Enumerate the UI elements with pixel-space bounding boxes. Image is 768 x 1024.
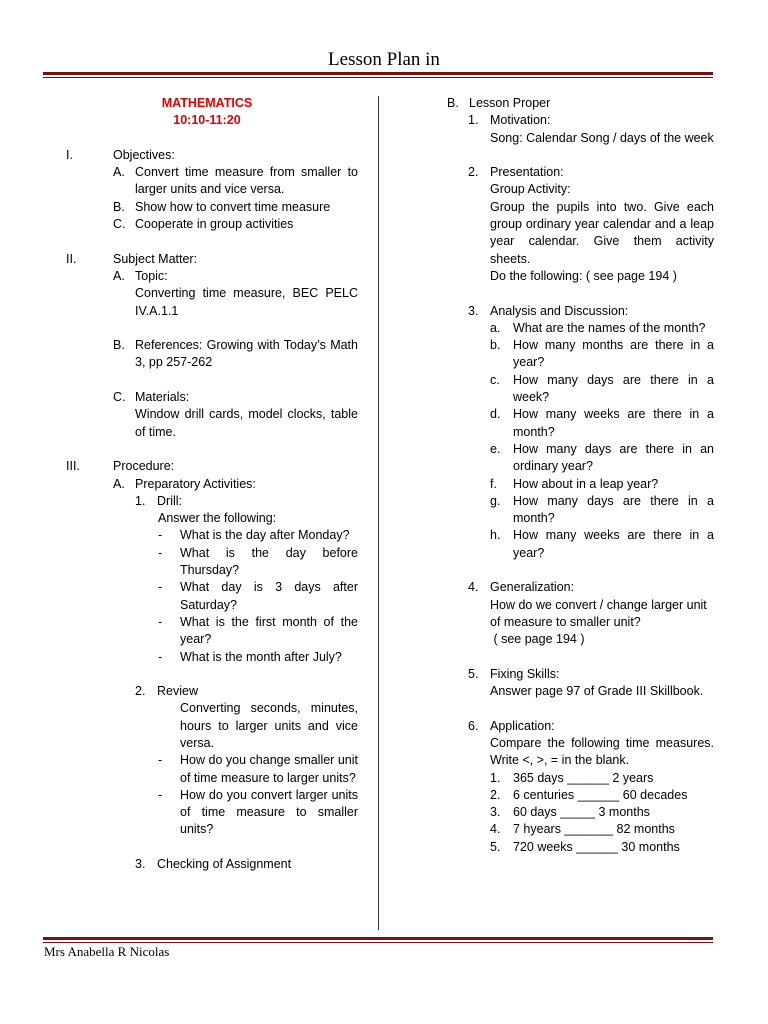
list-item: 6. Application: [468,718,555,733]
list-item: 4. 7 hyears _______ 82 months [490,822,675,837]
section-lesson-proper: B. Lesson Proper [447,96,551,110]
list-item: 5. Fixing Skills: [468,666,560,681]
list-item: - How do you convert larger units of time measure to smaller units? [158,787,358,837]
presentation-sub: Group Activity: [490,182,571,197]
list-item: C. Materials: [113,390,190,405]
section-title: Procedure: [113,459,175,474]
page-title: Lesson Plan in [328,49,440,70]
list-item: 4. Generalization: [468,580,575,595]
list-item: 3. 60 days _____ 3 months [490,805,650,820]
list-item: 2. Presentation: [468,165,564,180]
list-item: 5. 720 weeks ______ 30 months [490,839,680,854]
footer-rule [43,937,713,943]
list-item: - What is the month after July? [158,649,342,664]
list-item: 1. 365 days ______ 2 years [490,770,654,785]
section-title: Subject Matter: [113,251,198,266]
right-column [447,95,714,856]
list-item: - What is the day before Thursday? [158,545,358,578]
list-item: 2. 6 centuries ______ 60 decades [490,787,688,802]
drill-intro: Answer the following: [158,511,277,526]
list-item: b. How many months are there in a year? [490,338,714,370]
materials-text: Window drill cards, model clocks, table of time. [135,407,358,439]
list-item: - What day is 3 days after Saturday? [158,580,358,612]
list-item: c. How many days are there in a week? [490,372,714,405]
subject-name: MATHEMATICS [161,96,253,110]
list-item: - What is the first month of the year? [158,614,358,647]
list-item: A. Convert time measure from smaller to larger units and vice versa. [113,165,358,197]
list-item: A. Preparatory Activities: [113,476,256,491]
section-subject-matter: II. Subject Matter: [66,251,358,268]
author-name: Mrs Anabella R Nicolas [44,944,170,959]
presentation-text: Group the pupils into two. Give each group ordinary year calendar and a leap year calendar. Give them activity sheets. [490,199,714,266]
list-item: 3. Checking of Assignment [135,857,292,872]
list-item: B. Show how to convert time measure [113,199,331,214]
list-item: C. Cooperate in group activities [113,217,294,232]
list-item: h. How many weeks are there in a year? [490,528,714,560]
generalization-text: How do we convert / change larger unit of measure to smaller unit? [490,597,707,629]
fixing-skills-text: Answer page 97 of Grade III Skillbook. [490,684,704,699]
presentation-do: Do the following: ( see page 194 ) [490,268,677,283]
topic-text: Converting time measure, BEC PELC IV.A.1.1 [135,286,358,318]
column-divider [378,96,379,930]
list-item: 1. Motivation: [468,113,551,128]
list-item: A. Topic: [113,268,168,283]
list-item: f. How about in a leap year? [490,476,659,491]
motivation-text: Song: Calendar Song / days of the week [490,130,714,145]
generalization-ref: ( see page 194 ) [490,632,585,647]
list-item: B. References: Growing with Today’s Math 3, pp 257-262 [113,338,358,370]
list-item: - What is the day after Monday? [158,528,350,543]
application-text: Compare the following time measures. Write <, >, = in the blank. [490,735,714,768]
subject-time: 10:10-11:20 [173,113,241,128]
section-title: Objectives: [113,147,175,162]
list-item: d. How many weeks are there in a month? [490,407,714,439]
review-text: Converting seconds, minutes, hours to larger units and vice versa. [180,701,358,750]
list-item: - How do you change smaller unit of time measure to larger units? [158,753,358,785]
header-rule [43,72,713,78]
list-item: g. How many days are there in a month? [490,493,714,526]
list-item: e. How many days are there in an ordinary year? [490,441,714,474]
list-item: a. What are the names of the month? [490,320,706,335]
list-item: 2. Review [135,684,198,699]
section-procedure: III. Procedure: [66,458,358,475]
section-objectives: I. Objectives: [66,147,358,164]
list-item: 1. Drill: [135,493,182,508]
list-item: 3. Analysis and Discussion: [468,303,629,318]
left-column [66,95,358,873]
